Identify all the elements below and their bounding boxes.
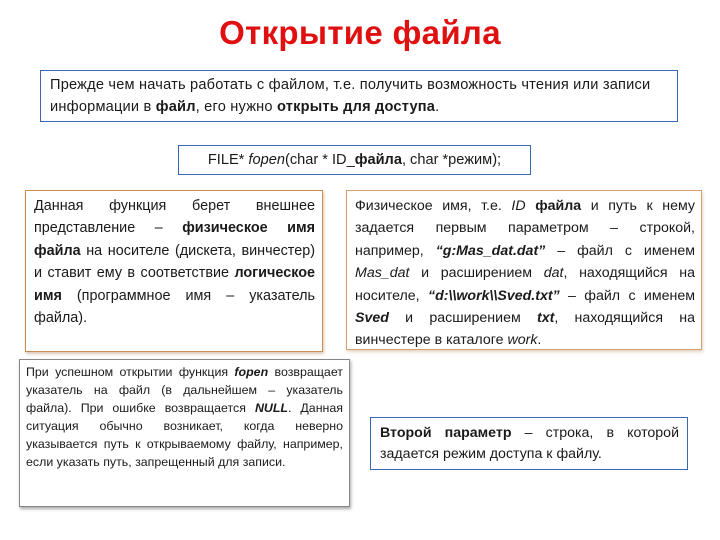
success-text: . Данная ситуация обычно возникает, когда неверно указывается путь к открываемому файлу, например, если указать путь, запрещенный для записи. <box>26 401 343 470</box>
prototype-text: FILE* <box>207 152 249 168</box>
phys-text: , находящийся на носителе, <box>355 265 695 304</box>
phys-text: – файл с именем <box>545 242 695 259</box>
desc-text: Данная функция берет внешнее представление – <box>34 198 315 237</box>
intro-text: , его нужно <box>195 99 277 115</box>
phys-italic: Mas_dat <box>355 265 410 282</box>
phys-text: и расширением <box>409 265 544 282</box>
second-param-bold: Второй параметр <box>380 425 512 441</box>
prototype-bold: файла <box>354 152 402 168</box>
success-text: При успешном открытии функция <box>26 365 235 379</box>
phys-text: и расширением <box>388 310 537 327</box>
success-italic-null: NULL <box>254 401 288 416</box>
phys-italic: work <box>507 332 538 349</box>
desc-bold-physical-name: физическое имя файла <box>34 220 315 259</box>
phys-text: – файл с именем <box>559 287 695 304</box>
success-italic-fopen: fopen <box>234 365 269 379</box>
success-text: возвращает указатель на файл (в дальнейшем – указатель файла). При ошибке возвращается <box>26 365 343 416</box>
desc-bold-logical-name: логическое имя <box>34 265 315 304</box>
prototype-text: , char *режим); <box>401 152 502 168</box>
phys-example-path-2: “d:\\work\\Sved.txt” <box>428 287 560 304</box>
prototype-text: (char * ID_ <box>284 152 355 168</box>
phys-text: Физическое имя, т.е. <box>355 198 512 214</box>
desc-text: на носителе (дискета, винчестер) и ставит ему в соответствие <box>34 242 315 282</box>
slide-title: Открытие файла <box>219 14 501 51</box>
phys-bold: файла <box>525 198 582 214</box>
intro-text: Прежде чем начать работать с файлом, т.е. получить возможность чтения или записи информации в <box>50 77 651 115</box>
second-param-box <box>370 417 688 470</box>
phys-text: . <box>537 332 542 349</box>
function-description-box <box>25 190 323 352</box>
intro-text: . <box>435 99 440 115</box>
physical-name-box <box>346 190 702 350</box>
phys-italic: ID <box>511 198 526 214</box>
phys-italic: dat <box>543 265 564 282</box>
phys-example-path-1: “g:Mas_dat.dat” <box>435 242 546 259</box>
phys-text: и путь к нему задается первым параметром – строкой, например, <box>355 198 695 259</box>
intro-bold-file: файл <box>155 99 196 115</box>
prototype-function-name: fopen <box>248 152 285 168</box>
success-return-box <box>19 359 350 507</box>
intro-bold-open: открыть для доступа <box>276 99 436 115</box>
desc-text: (программное имя – указатель файла). <box>34 287 315 327</box>
second-param-text: – строка, в которой задается режим доступа к файлу. <box>380 425 679 462</box>
phys-italic: Sved <box>355 310 389 327</box>
intro-box <box>40 70 678 122</box>
phys-text: , находящийся на винчестере в каталоге <box>355 310 695 349</box>
phys-italic: txt <box>536 310 555 327</box>
fopen-prototype-box <box>178 145 531 175</box>
